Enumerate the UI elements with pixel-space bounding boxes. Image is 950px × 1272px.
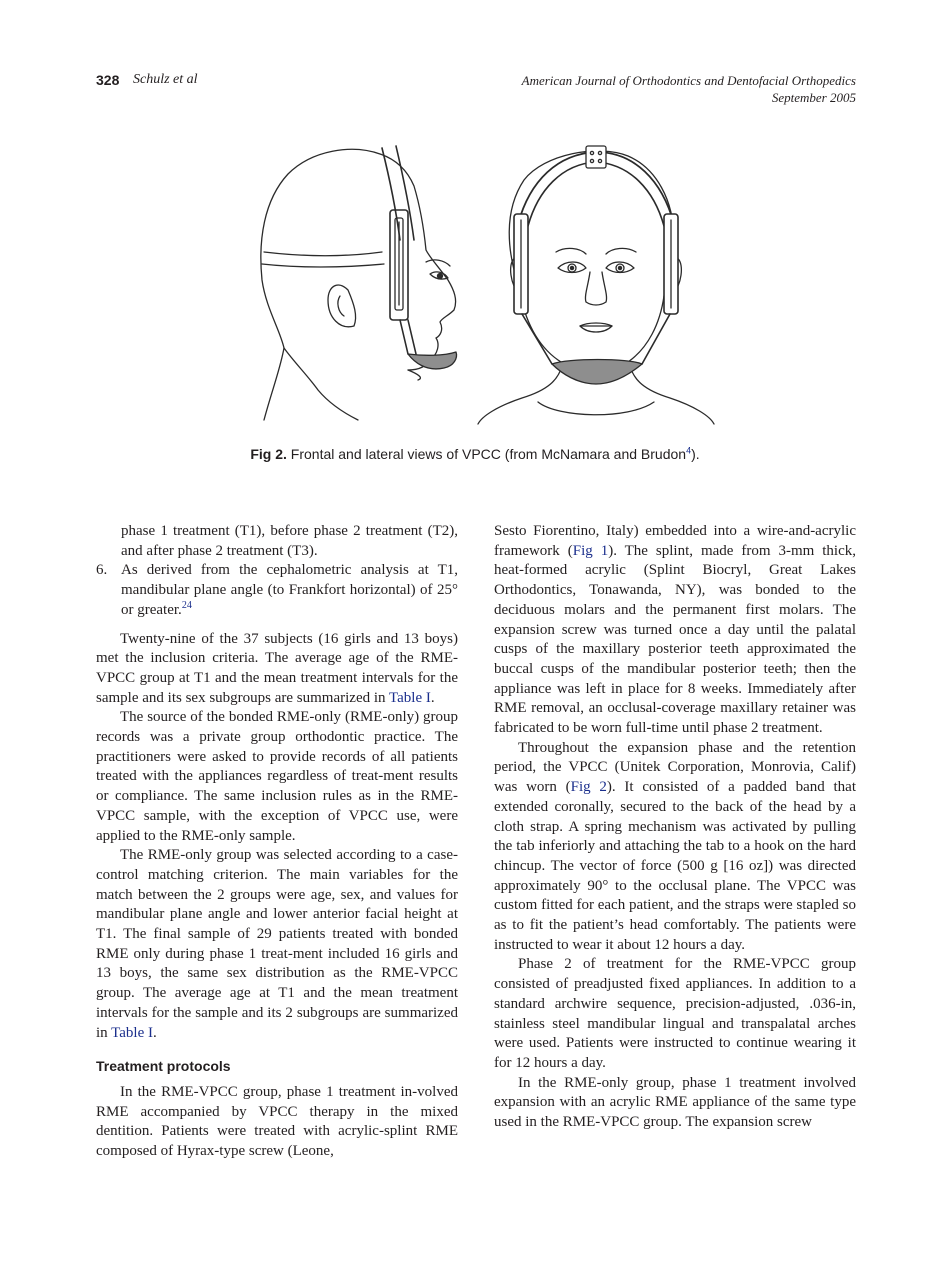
paragraph-rme-only-source: The source of the bonded RME-only (RME-only) group records was a private group orthodontic practice. The practitioners were asked to provide records of all patients treated with the appliances regardless of treat-ment results or compliance. The same inclusion rules as in the RME-VPCC sample, with the exception of VPCC use, were applied to the RME-only sample. bbox=[96, 709, 458, 844]
figure-caption-end: ). bbox=[691, 446, 700, 462]
paragraph-matching bbox=[96, 846, 458, 1043]
journal-title: American Journal of Orthodontics and Dentofacial Orthopedics bbox=[521, 73, 856, 88]
paragraph-matching-text: The RME-only group was selected according to a case-control matching criterion. The main variables for the match between the 2 groups were age, sex, and values for mandibular plane angle and lower anterior facial height at T1. The final sample of 29 patients treated with bonded RME only during phase 1 treat-ment included 16 girls and 13 boys, the same sex distribution as the RME-VPCC group. The average age at T1 and the mean treatment intervals for the sample and its 2 subgroups are summarized in bbox=[96, 847, 458, 1041]
figure-label: Fig 2. bbox=[250, 446, 287, 462]
paragraph-treatment-1: In the RME-VPCC group, phase 1 treatment in-volved RME accompanied by VPCC therapy in the mixed dentition. Patients were treated with acrylic-splint RME composed of Hyrax-type screw (Leone, bbox=[96, 1083, 458, 1160]
section-heading-treatment-protocols: Treatment protocols bbox=[96, 1058, 231, 1075]
frontal-view-drawing bbox=[478, 146, 714, 424]
figure-caption bbox=[0, 446, 950, 462]
paragraph-rme-only-treatment: In the RME-only group, phase 1 treatment involved expansion with an acrylic RME appliance of the same type used in the RME-VPCC group. The expansion screw bbox=[494, 1074, 856, 1131]
fig-1-link[interactable]: Fig 1 bbox=[572, 542, 609, 559]
left-column bbox=[96, 522, 458, 1162]
table-i-link-2[interactable]: Table I bbox=[111, 1024, 153, 1041]
paragraph-vpcc bbox=[494, 739, 856, 956]
paragraph-vpcc-start: Throughout the expansion phase and the retention period, the VPCC (Unitek Corporation, Monrovia, Calif) was worn ( bbox=[494, 739, 856, 796]
lateral-view-drawing bbox=[261, 146, 457, 420]
paragraph-inclusion-end: . bbox=[430, 689, 435, 706]
running-head-journal bbox=[522, 72, 856, 106]
paragraph-splint bbox=[494, 522, 856, 739]
list-item-6-text: As derived from the cephalometric analysis at T1, mandibular plane angle (to Frankfort horizontal) of 25° or greater. bbox=[121, 562, 458, 618]
paragraph-phase-2: Phase 2 of treatment for the RME-VPCC group consisted of preadjusted fixed appliances. In addition to a standard archwire sequence, precision-adjusted, .036-in, stainless steel mandibular lingual and transpalatal arches were used. Patients were instructed to continue wearing it for 12 hours a day. bbox=[494, 956, 856, 1071]
list-item-6 bbox=[96, 561, 458, 620]
list-item-number: 6. bbox=[96, 562, 108, 579]
paragraph-vpcc-end: ). It consisted of a padded band that extended coronally, secured to the back of the head by a cloth strap. A spring mechanism was activated by pulling the tab inferiorly and attaching the tab to a hook on the hard chincup. The vector of force (500 g [16 oz]) was directed approximately 90° to the occlusal plane. The VPCC was custom fitted for each patient, and the straps were stapled so as to fit the patient’s head comfortably. The patients were instructed to wear it about 12 hours a day. bbox=[494, 779, 857, 953]
journal-date: September 2005 bbox=[771, 90, 856, 105]
figure-caption-ref[interactable]: 4 bbox=[686, 445, 692, 456]
running-head bbox=[96, 70, 856, 110]
paragraph-splint-start: Sesto Fiorentino, Italy) embedded into a wire-and-acrylic framework ( bbox=[494, 523, 856, 559]
paragraph-inclusion-text: Twenty-nine of the 37 subjects (16 girls and 13 boys) met the inclusion criteria. The average age of the RME-VPCC group at T1 and the mean treatment intervals for the sample and its sex subgroups are summarized in bbox=[96, 630, 458, 706]
reference-24[interactable]: 24 bbox=[181, 599, 192, 611]
fig-2-link[interactable]: Fig 2 bbox=[570, 779, 607, 796]
paragraph-matching-end: . bbox=[153, 1024, 157, 1041]
figure-caption-text: Frontal and lateral views of VPCC (from McNamara and Brudon bbox=[290, 446, 687, 462]
paragraph-inclusion bbox=[96, 630, 458, 709]
figure-vpcc-illustration bbox=[258, 140, 718, 425]
vpcc-line-drawing bbox=[258, 140, 718, 425]
paragraph-splint-end: ). The splint, made from 3-mm thick, heat-formed acrylic (Splint Biocryl, Great Lakes Orthodontics, Tonawanda, NY), was bonded to the deciduous molars and the permanent first molars. The expansion screw was turned once a day until the palatal cusps of the maxillary posterior teeth approximated the buccal cusps of the mandibular posterior teeth; then the appliance was left in place for 8 weeks. Immediately after RME removal, an occlusal-coverage maxillary retainer was fabricated to be worn full-time until phase 2 treatment. bbox=[494, 542, 856, 737]
running-head-authors: Schulz et al bbox=[133, 72, 198, 87]
page-number: 328 bbox=[96, 72, 120, 88]
right-column bbox=[494, 522, 856, 1133]
list-item-continuation: phase 1 treatment (T1), before phase 2 treatment (T2), and after phase 2 treatment (T3). bbox=[121, 523, 458, 559]
table-i-link[interactable]: Table I bbox=[389, 689, 431, 706]
